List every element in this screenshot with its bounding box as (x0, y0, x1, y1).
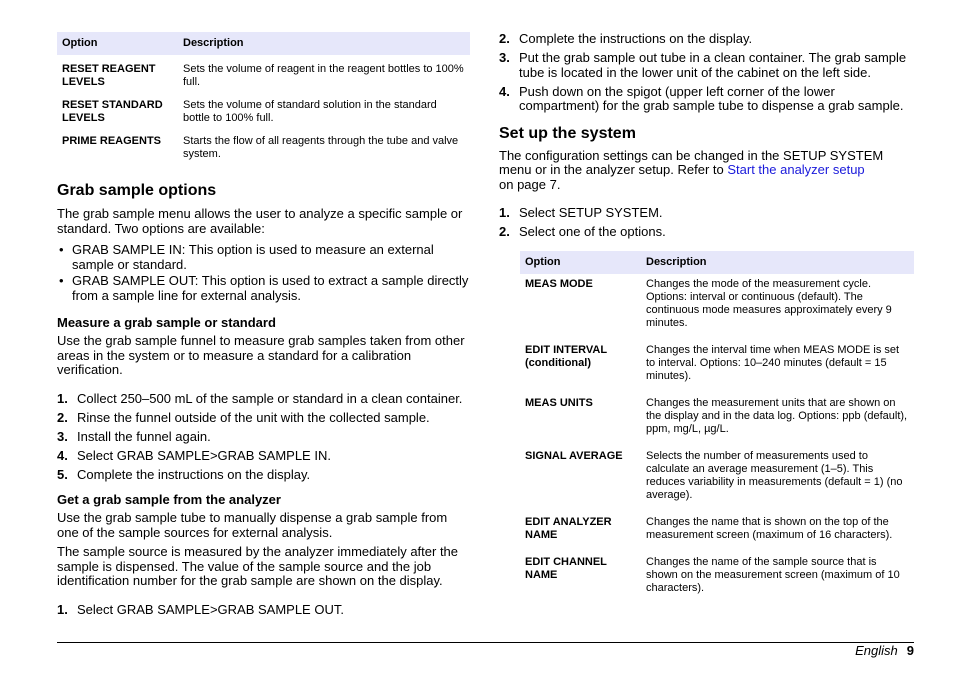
option-name: EDIT ANALYZER NAME (525, 515, 612, 541)
start-analyzer-setup-link[interactable]: Start the analyzer setup (727, 162, 865, 177)
step-text: Install the funnel again. (77, 428, 211, 444)
option-description: Changes the measurement units that are shown on the display and in the data log. Options: ppb (default), ppm, mg/L, µg/L. (646, 396, 908, 435)
column-header-description: Description (641, 251, 914, 274)
option-description: Changes the mode of the measurement cycle. Options: interval or continuous (default). The continuous mode measures approximately every 9 minutes. (646, 277, 892, 329)
get-steps-list (57, 603, 470, 618)
system-options-table (520, 251, 914, 600)
step-text: Complete the instructions on the display. (77, 466, 311, 482)
step-item (499, 206, 914, 221)
grab-sample-options-heading: Grab sample options (57, 182, 217, 199)
grab-options-list (57, 243, 470, 303)
option-name: EDIT INTERVAL (conditional) (525, 343, 607, 369)
page-footer (855, 643, 914, 659)
footer-divider (57, 642, 914, 643)
step-item (57, 603, 470, 618)
list-item: • GRAB SAMPLE OUT: This option is used to extract a sample directly from a sample line for external analysis. (57, 274, 470, 303)
step-number: 1. (57, 601, 68, 617)
step-text: Collect 250–500 mL of the sample or standard in a clean container. (77, 390, 463, 406)
setup-steps-list (499, 206, 914, 240)
option-description: Changes the name of the sample source that is shown on the measurement screen (maximum of 10 characters). (646, 555, 900, 594)
option-description: Changes the interval time when MEAS MODE is set to interval. Options: 10–240 minutes (default = 15 minutes). (646, 343, 900, 382)
setup-intro-page-ref: on page 7. (499, 176, 561, 192)
setup-intro (499, 149, 914, 193)
left-column (57, 32, 470, 622)
step-item (57, 392, 470, 407)
grab-out-steps-list (499, 32, 914, 114)
option-name: RESET REAGENT LEVELS (62, 63, 156, 88)
step-text: Select one of the options. (519, 224, 666, 239)
step-number: 4. (57, 447, 68, 463)
reagent-options-table (57, 32, 470, 166)
table-row (57, 55, 470, 94)
step-item (57, 468, 470, 483)
grab-sample-intro: The grab sample menu allows the user to analyze a specific sample or standard. Two options are available: (57, 206, 463, 236)
table-row (57, 130, 470, 166)
option-description: Starts the flow of all reagents through the tube and valve system. (183, 135, 459, 160)
option-name: SIGNAL AVERAGE (525, 449, 623, 462)
option-name: MEAS UNITS (525, 396, 593, 409)
table-row (520, 507, 914, 547)
right-column (499, 32, 914, 600)
table-header-row (520, 251, 914, 274)
step-number: 1. (499, 205, 510, 220)
step-number: 3. (57, 428, 68, 444)
table-row (520, 441, 914, 507)
option-name: RESET STANDARD LEVELS (62, 99, 163, 124)
step-number: 5. (57, 466, 68, 482)
step-text: Put the grab sample out tube in a clean container. The grab sample tube is located in the lower unit of the cabinet on the left side. (519, 50, 907, 80)
table-header-row (57, 32, 470, 55)
column-header-option: Option (57, 32, 178, 55)
option-name: EDIT CHANNEL NAME (525, 555, 607, 581)
option-description: Sets the volume of reagent in the reagent bottles to 100% full. (183, 63, 464, 88)
step-text: Push down on the spigot (upper left corner of the lower compartment) for the grab sample tube to dispense a grab sample. (519, 83, 904, 113)
setup-intro-text: The configuration settings can be changed in the SETUP SYSTEM menu or in the analyzer setup. Refer to (499, 147, 884, 177)
option-description: Sets the volume of standard solution in the standard bottle to 100% full. (183, 99, 437, 124)
step-item (57, 411, 470, 426)
step-item (499, 85, 914, 114)
step-text: Select GRAB SAMPLE>GRAB SAMPLE IN. (77, 447, 331, 463)
step-text: Select SETUP SYSTEM. (519, 205, 663, 220)
measure-intro: Use the grab sample funnel to measure grab samples taken from other areas in the system or to measure a standard for a calibration verification. (57, 333, 465, 377)
table-row (520, 335, 914, 388)
measure-grab-sample-heading: Measure a grab sample or standard (57, 315, 276, 330)
step-item (57, 430, 470, 445)
table-row (520, 274, 914, 335)
step-number: 2. (57, 409, 68, 425)
step-number: 2. (499, 31, 510, 46)
step-number: 3. (499, 50, 510, 65)
setup-system-heading: Set up the system (499, 124, 636, 142)
footer-language: English (855, 643, 898, 658)
step-text: Complete the instructions on the display. (519, 31, 753, 46)
step-item (499, 225, 914, 240)
table-row (57, 94, 470, 130)
option-description: Selects the number of measurements used to calculate an average measurement (1–5). This reduces variability in measurements (default = 1) (no average). (646, 449, 903, 501)
step-number: 2. (499, 224, 510, 239)
step-number: 4. (499, 83, 510, 99)
step-text: Rinse the funnel outside of the unit with the collected sample. (77, 409, 430, 425)
get-grab-sample-para-2: The sample source is measured by the analyzer immediately after the sample is dispensed. The value of the sample source and the job identification number for the grab sample are shown on the display. (57, 544, 459, 588)
step-text: Select GRAB SAMPLE>GRAB SAMPLE OUT. (77, 601, 344, 617)
step-number: 1. (57, 390, 68, 406)
get-grab-sample-heading: Get a grab sample from the analyzer (57, 492, 281, 507)
column-header-option: Option (520, 251, 641, 274)
get-grab-sample-para-1: Use the grab sample tube to manually dispense a grab sample from one of the sample sources for external analysis. (57, 510, 448, 540)
table-row (520, 547, 914, 600)
column-header-description: Description (178, 32, 470, 55)
list-item: • GRAB SAMPLE IN: This option is used to measure an external sample or standard. (57, 243, 470, 272)
page-number: 9 (906, 643, 914, 658)
step-item (499, 51, 914, 80)
table-row (520, 388, 914, 441)
option-name: PRIME REAGENTS (62, 135, 162, 147)
option-description: Changes the name that is shown on the top of the measurement screen (maximum of 16 characters). (646, 515, 893, 541)
option-name: MEAS MODE (525, 277, 593, 290)
step-item (57, 449, 470, 464)
step-item (499, 32, 914, 47)
measure-steps-list (57, 392, 470, 483)
